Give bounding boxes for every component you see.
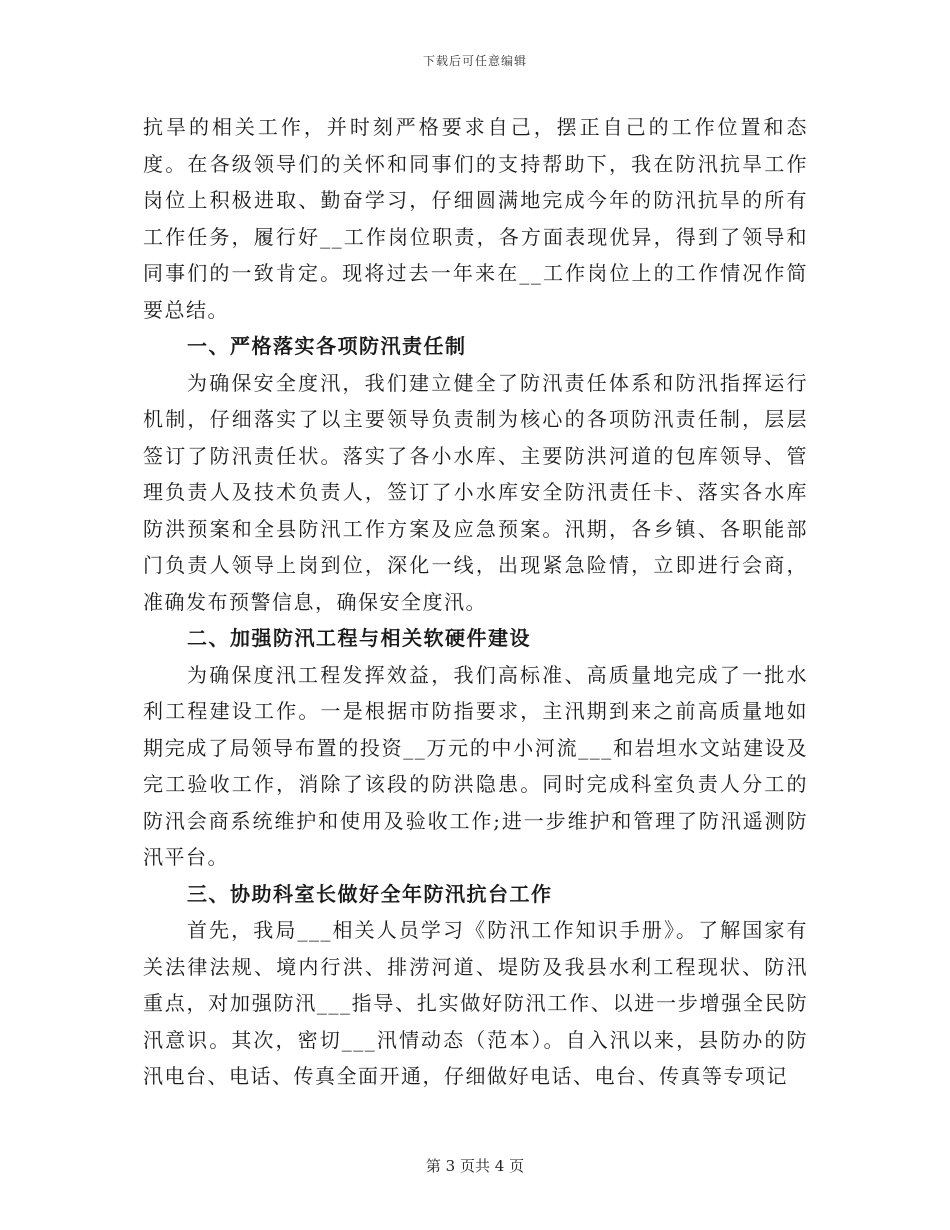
- section-heading-1: 一、严格落实各项防汛责任制: [187, 334, 467, 358]
- page-header-note: 下载后可任意编辑: [422, 54, 527, 68]
- page-number: 第 3 页共 4 页: [425, 1157, 525, 1175]
- section-paragraph-3: 首先，我局___相关人员学习《防汛工作知识手册》。了解国家有关法律法规、境内行洪、排涝河道、堤防及我县水利工程现状、防汛重点，对加强防汛___指导、扎实做好防汛工作、以进一步增强全民防汛意识。其次，密切___汛情动态（范本）。自入汛以来，县防办的防汛电台、电话、传真全面开通，仔细做好电话、电台、传真等专项记: [143, 918, 808, 1088]
- document-body: [143, 109, 808, 1095]
- section-paragraph-2: 为确保度汛工程发挥效益，我们高标准、高质量地完成了一批水利工程建设工作。一是根据市防指要求，主汛期到来之前高质量地如期完成了局领导布置的投资__万元的中小河流___和岩坦水文站建设及完工验收工作，消除了该段的防洪隐患。同时完成科室负责人分工的防汛会商系统维护和使用及验收工作;进一步维护和管理了防汛遥测防汛平台。: [143, 662, 808, 869]
- section-paragraph-1: 为确保安全度汛，我们建立健全了防汛责任体系和防汛指挥运行机制，仔细落实了以主要领导负责制为核心的各项防汛责任制，层层签订了防汛责任状。落实了各小水库、主要防洪河道的包库领导、管理负责人及技术负责人，签订了小水库安全防汛责任卡、落实各水库防洪预案和全县防汛工作方案及应急预案。汛期，各乡镇、各职能部门负责人领导上岗到位，深化一线，出现紧急险情，立即进行会商，准确发布预警信息，确保安全度汛。: [143, 370, 808, 614]
- section-heading-3: 三、协助科室长做好全年防汛抗台工作: [187, 881, 553, 906]
- section-heading-2: 二、加强防汛工程与相关软硬件建设: [187, 626, 531, 650]
- intro-paragraph: 抗旱的相关工作，并时刻严格要求自己，摆正自己的工作位置和态度。在各级领导们的关怀和同事们的支持帮助下，我在防汛抗旱工作岗位上积极进取、勤奋学习，仔细圆满地完成今年的防汛抗旱的所有工作任务，履行好__工作岗位职责，各方面表现优异，得到了领导和同事们的一致肯定。现将过去一年来在__工作岗位上的工作情况作简要总结。: [143, 115, 808, 322]
